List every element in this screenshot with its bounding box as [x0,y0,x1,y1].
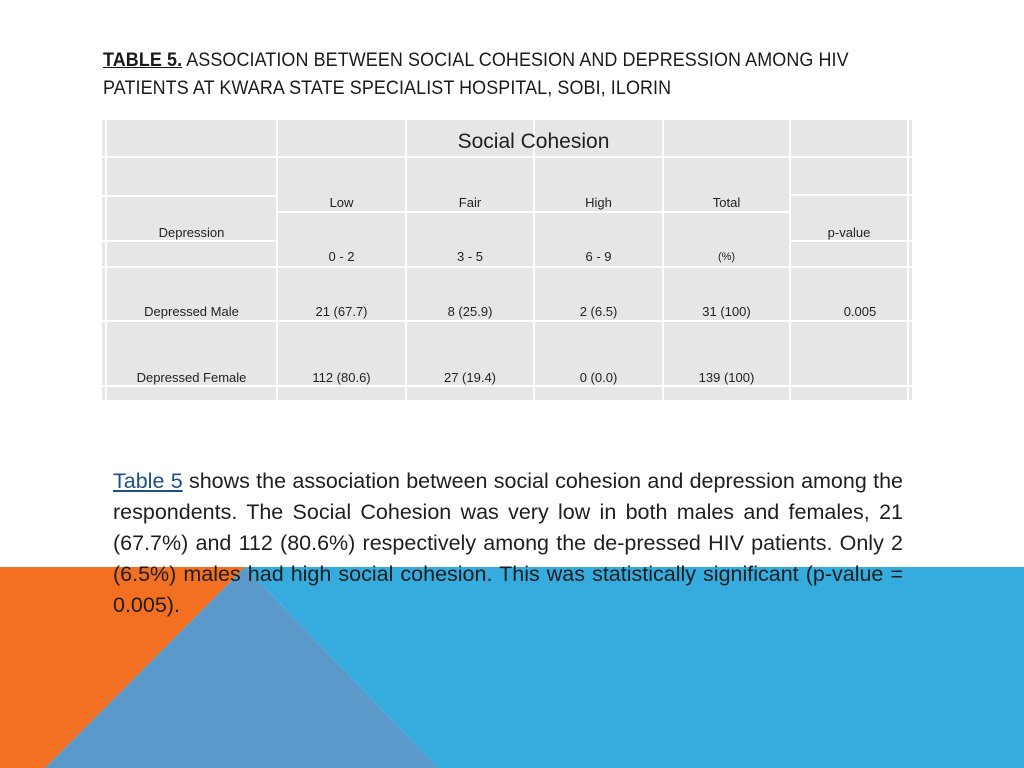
header-social-cohesion: Social Cohesion [457,130,610,153]
cell-pvalue: 0.005 [843,304,877,319]
title-text: ASSOCIATION BETWEEN SOCIAL COHESION AND DEPRESSION AMONG HIV PATIENTS AT KWARA STATE SPECIALIST HOSPITAL, SOBI, ILORIN [103,49,849,99]
slide-title [103,46,913,102]
cell-fair: 8 (25.9) [447,304,493,319]
cell-low: 21 (67.7) [315,304,368,319]
row-header-depression: Depression [158,225,225,240]
cell-high: 0 (0.0) [579,370,618,385]
association-table [102,120,912,400]
col-header-pvalue: p-value [827,225,871,240]
col-header-total: Total [712,195,741,210]
row-label: Depressed Male [144,304,239,319]
title-lead: TABLE 5. [103,49,183,71]
range-low: 0 - 2 [328,249,355,264]
table-5-link[interactable]: Table 5 [113,469,183,493]
cell-low: 112 (80.6) [312,370,371,385]
col-header-low: Low [329,195,354,210]
col-header-high: High [585,195,612,210]
cell-total: 139 (100) [698,370,755,385]
cell-fair: 27 (19.4) [443,370,497,385]
cell-total: 31 (100) [702,304,751,319]
range-total: (%) [717,251,736,263]
row-label: Depressed Female [136,370,247,385]
cell-high: 2 (6.5) [579,304,618,319]
paragraph-text: shows the association between social cohesion and depression among the respondents. The Social Cohesion was very low in both males and females, 21 (67.7%) and 112 (80.6%) respectively among the de-pressed HIV patients. Only 2 (6.5%) males had high social cohesion. This was statistically significant (p-value = 0.005). [113,469,903,617]
range-fair: 3 - 5 [456,249,483,264]
col-header-fair: Fair [458,195,482,210]
description-paragraph [113,466,903,621]
range-high: 6 - 9 [585,249,612,264]
